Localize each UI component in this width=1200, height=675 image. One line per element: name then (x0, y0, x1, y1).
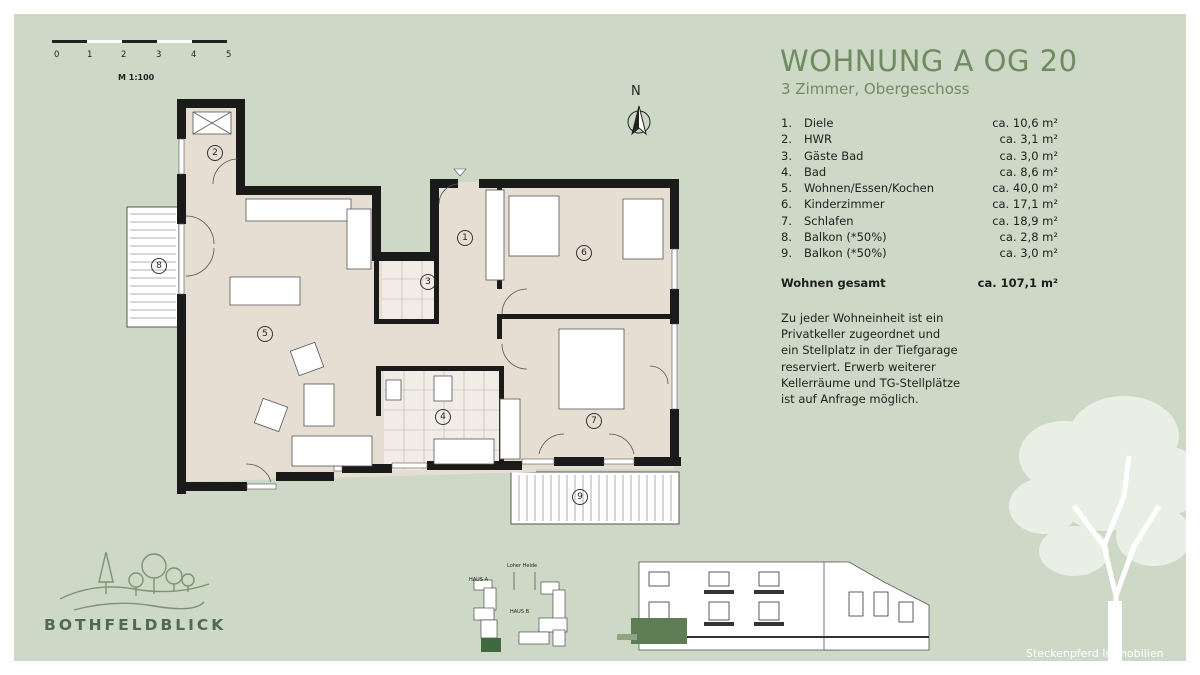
room-area: ca. 3,0 m² (999, 246, 1058, 261)
room-no: 8. (781, 230, 792, 245)
scale-tick-3: 3 (156, 50, 162, 60)
room-label-5: 5 (257, 326, 273, 342)
building-elevation (609, 560, 939, 655)
room-row (781, 180, 1058, 196)
page-subtitle: 3 Zimmer, Obergeschoss (781, 80, 970, 98)
logo-landscape-icon (54, 544, 214, 616)
room-no: 6. (781, 197, 792, 212)
room-label-2: 2 (207, 145, 223, 161)
scale-tick-2: 2 (121, 50, 127, 60)
scale-tick-5: 5 (226, 50, 232, 60)
site-house-a-label: HAUS A (469, 577, 489, 583)
room-label-6: 6 (576, 245, 592, 261)
room-name: Bad (804, 164, 827, 179)
room-name: Balkon (*50%) (804, 246, 887, 261)
site-plan (459, 560, 584, 655)
room-area: ca. 3,0 m² (999, 148, 1058, 163)
room-area: ca. 18,9 m² (992, 213, 1058, 228)
brand-name: BOTHFELDBLICK (44, 616, 227, 634)
note-line: Privatkeller zugeordnet und (781, 327, 941, 342)
room-no: 2. (781, 132, 792, 147)
tree-icon (1004, 386, 1186, 661)
room-no: 5. (781, 181, 792, 196)
total-value: ca. 107,1 m² (977, 276, 1058, 290)
room-area: ca. 40,0 m² (992, 181, 1058, 196)
room-row (781, 229, 1058, 245)
room-name: Schlafen (804, 213, 854, 228)
room-label-7: 7 (586, 413, 602, 429)
balcony-9 (511, 472, 679, 524)
site-house-b-label: HAUS B (510, 609, 530, 615)
room-list (781, 115, 1058, 262)
info-note (781, 310, 981, 407)
room-row (781, 115, 1058, 131)
room-no: 4. (781, 164, 792, 179)
room-name: HWR (804, 132, 833, 147)
watermark: Steckenpferd Immobilien (1026, 647, 1164, 660)
room-name: Diele (804, 116, 834, 130)
north-label: N (631, 84, 641, 99)
room-area: ca. 10,6 m² (992, 116, 1058, 130)
room-no: 3. (781, 148, 792, 163)
page-title: WOHNUNG A OG 20 (780, 44, 1078, 78)
room-name: Balkon (*50%) (804, 230, 887, 245)
room-row (781, 245, 1058, 261)
room-area: ca. 2,8 m² (999, 230, 1058, 245)
room-name: Gäste Bad (804, 148, 864, 163)
room-area: ca. 8,6 m² (999, 164, 1058, 179)
room-row (781, 131, 1058, 147)
room-area: ca. 17,1 m² (992, 197, 1058, 212)
room-label-1: 1 (457, 230, 473, 246)
room-label-9: 9 (572, 489, 588, 505)
note-line: Zu jeder Wohneinheit ist ein (781, 311, 944, 325)
room-no: 9. (781, 246, 792, 261)
scale-label: M 1:100 (118, 73, 155, 82)
note-line: ist auf Anfrage möglich. (781, 392, 919, 407)
note-line: reserviert. Erwerb weiterer (781, 359, 936, 374)
room-row (781, 148, 1058, 164)
room-no: 7. (781, 213, 792, 228)
scale-tick-1: 1 (87, 50, 93, 60)
room-row (781, 196, 1058, 212)
site-street-label: Loher Heide (507, 563, 538, 569)
total-area (781, 276, 1058, 290)
floor-plan (14, 14, 714, 534)
room-row (781, 164, 1058, 180)
room-row (781, 213, 1058, 229)
expose-sheet (14, 14, 1186, 661)
room-label-4: 4 (435, 409, 451, 425)
room-label-3: 3 (420, 274, 436, 290)
note-line: Kellerräume und TG-Stellplätze (781, 375, 961, 390)
total-label: Wohnen gesamt (781, 276, 886, 290)
room-label-8: 8 (151, 258, 167, 274)
scale-tick-4: 4 (191, 50, 197, 60)
room-name: Wohnen/Essen/Kochen (804, 181, 935, 196)
note-line: ein Stellplatz in der Tiefgarage (781, 343, 958, 358)
room-name: Kinderzimmer (804, 197, 885, 212)
scale-tick-0: 0 (54, 50, 60, 60)
room-no: 1. (781, 116, 792, 130)
room-area: ca. 3,1 m² (999, 132, 1058, 147)
